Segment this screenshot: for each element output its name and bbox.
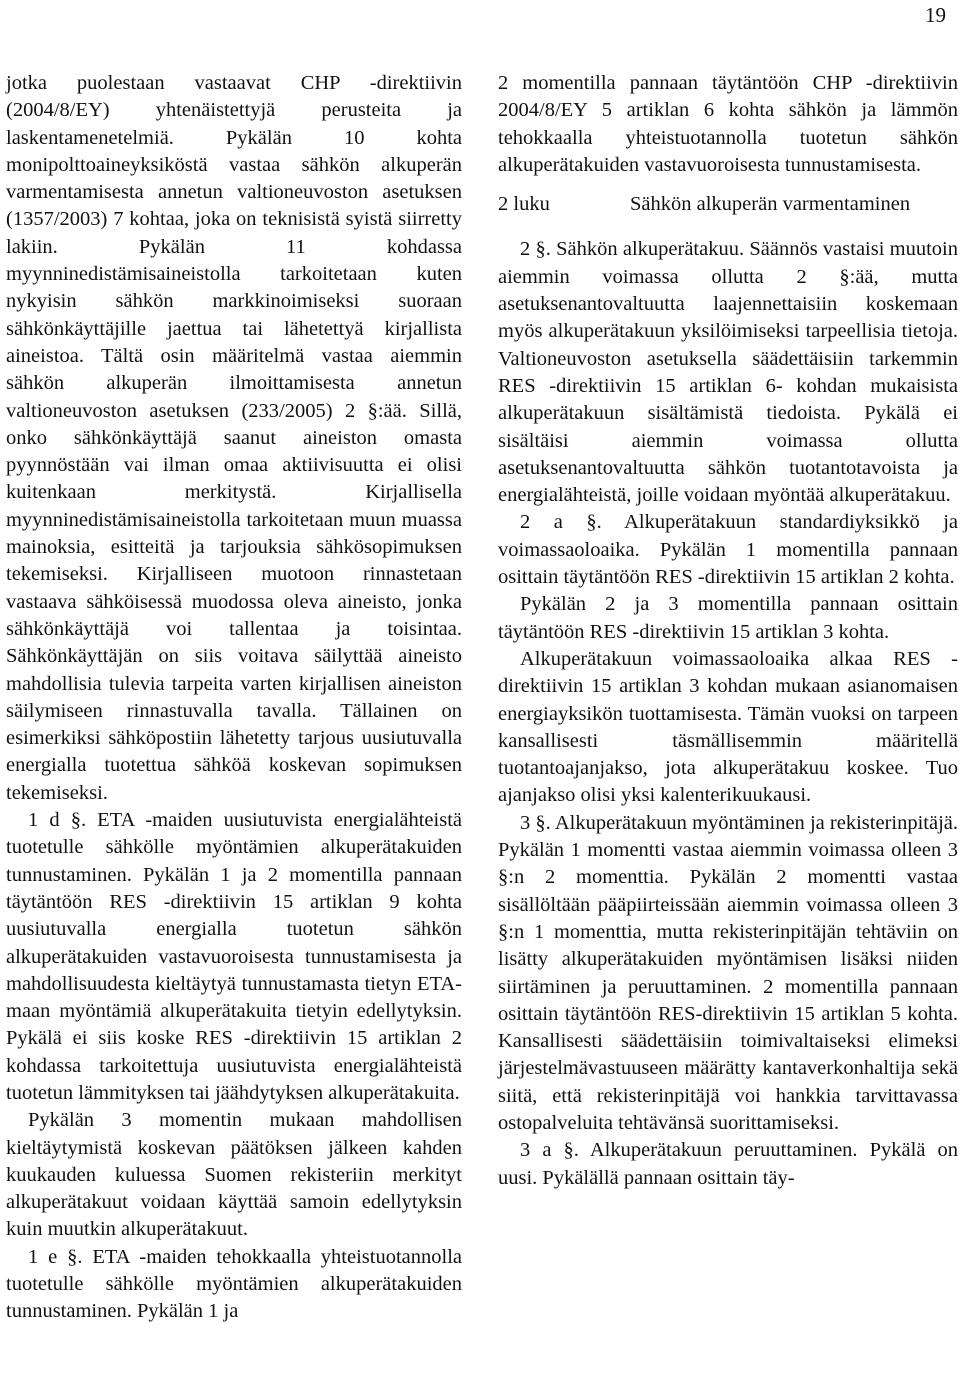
paragraph: Alkuperätakuun voimassaoloaika alkaa RES -direktiivin 15 artiklan 3 kohdan mukaan asianomaisen energiayksikön tuottamisesta. Tämän vuoksi on tarpeen kansallisesti täsmällisemmin määritellä tuotantoajanjakso, jota alkuperätakuu koskee. Tuo ajanjakso olisi yksi kalenterikuukausi. <box>498 647 958 807</box>
chapter-heading <box>498 191 958 218</box>
section-number: 3 <box>520 811 531 834</box>
section-2 <box>498 236 958 509</box>
section-sign: §. <box>67 1245 83 1268</box>
section-sign: §. <box>535 238 551 261</box>
paragraph: 2 momentilla pannaan täytäntöön CHP -direktiivin 2004/8/EY 5 artiklan 6 kohta sähkön ja lämmön tehokkaalla yhteistuotannolla tuotetun sähkön alkuperätakuiden vastavuoroisesta tunnustamisesta. <box>498 72 958 176</box>
section-text: ETA -maiden uusiutuvista energialähteistä tuotetulle sähkölle myöntämien alkuperätakuiden tunnustaminen. Pykälän 1 ja 2 momentilla pannaan täytäntöön RES -direktiivin 15 artiklan 9 kohta uusiutuvalla energialla tuotetun sähkön alkuperätakuiden vastavuoroisesta tunnustamisesta ja mahdollisuudesta kieltäytyä tunnustamasta tietyn ETA- maan myöntämiä alkuperätakuita tietyin edellytyksin. Pykälä ei siis koske RES -direktiivin 15 artiklan 2 kohdassa tarkoitettuja uusiutuvista energialähteistä tuotetun lämmityksen tai jäähdytyksen alkuperätakuita. <box>6 809 463 1104</box>
section-text: Alkuperätakuun myöntäminen ja rekisterinpitäjä. Pykälän 1 momentti vastaa aiemmin voimassa olleen 3 §:n 2 momenttia. Pykälän 2 momentti vastaa sisällöltään pääpiirteissään aiemmin voimassa olleen 3 §:n 1 momenttia, mutta rekisterinpitäjän tehtäviin on lisätty alkuperätakuiden myöntämisen lisäksi niiden siirtäminen ja peruuttaminen. 2 momentilla pannaan osittain täytäntöön RES-direktiivin 15 artiklan 5 kohta. Kansallisesti säädettäisiin toimivaltaiseksi elimeksi järjestelmävastuuseen määrätty kantaverkonhaltija sekä siitä, että rekisterinpitäjä voi hankkia tarvittavassa ostopalveluita tehtävänsä suorittamiseksi. <box>498 811 958 1134</box>
paragraph: jotka puolestaan vastaavat CHP -direktiivin (2004/8/EY) yhtenäistettyjä perusteita ja laskentamenetelmiä. Pykälän 10 kohta monipolttoaineyksiköstä vastaa sähkön alkuperän varmentamisesta annetun valtioneuvoston asetuksen (1357/2003) 7 kohtaa, joka on teknisistä syistä siirretty lakiin. Pykälän 11 kohdassa myynninedistämisaineistolla tarkoitetaan kuten nykyisin sähkön markkinoimiseksi suoraan sähkönkäyttäjille jaettua tai lähetettyä kirjallista aineistoa. Tältä osin määritelmä vastaa aiemmin sähkön alkuperän ilmoittamisesta annetun valtioneuvoston asetuksen (233/2005) 2 §:ää. Sillä, onko sähkönkäyttäjä saanut aineiston omasta pyynnöstään vai ilman omaa aktiivisuutta ei olisi kuitenkaan merkitystä. Kirjallisella myynninedistämisaineistolla tarkoitetaan muun muassa mainoksia, esitteitä ja tarjouksia sähkösopimuksen tekemiseksi. Kirjalliseen muotoon rinnastetaan vastaava sähköisessä muodossa oleva aineisto, jonka sähkönkäyttäjä voi tallentaa ja toisintaa. Sähkönkäyttäjän on siis voitava säilyttää aineisto mahdollisia tulevia tarpeita varten kirjallisen aineiston säilymiseen rinnastuvalla tavalla. Tällainen on esimerkiksi sähköpostiin lähetetty tarjous uusiutuvalla energialla tuotettua sähköä koskevan sopimuksen tekemiseksi. <box>6 72 462 804</box>
paragraph: Pykälän 3 momentin mukaan mahdollisen kieltäytymistä koskevan päätöksen jälkeen kahden kuukauden kuluessa Suomen rekisteriin merkityt alkuperätakuut voidaan käyttää samoin edellytyksin kuin muutkin alkuperätakuut. <box>6 1109 462 1241</box>
section-text: Alkuperätakuun standardiyksikkö ja voimassaoloaika. Pykälän 1 momentilla pannaan osittain täytäntöön RES -direktiivin 15 artiklan 2 kohta. <box>498 511 958 589</box>
section-1d <box>6 807 462 1107</box>
section-sign: §. <box>70 809 87 832</box>
left-column <box>6 70 462 1326</box>
section-2a <box>498 509 958 591</box>
section-number: 1 e <box>28 1245 58 1268</box>
section-text: Sähkön alkuperätakuu. Säännös vastaisi muutoin aiemmin voimassa ollutta 2 §:ää, mutta asetuksenantovaltuutta laajennettaisiin koskemaan myös alkuperätakuun yksilöimiseksi tarpeellisia tietoja. Valtioneuvoston asetuksella säädettäisiin tarkemmin RES -direktiivin 15 artiklan 6- kohdan mukaisista alkuperätakuun sisältämistä tiedoista. Pykälä ei sisältäisi aiemmin voimassa ollutta asetuksenantovaltuutta sähkön tuotantotavoista ja energialähteistä, joille voidaan myöntää alkuperätakuu. <box>498 238 958 507</box>
chapter-title: Sähkön alkuperän varmentaminen <box>630 193 911 216</box>
section-text: Alkuperätakuun peruuttaminen. Pykälä on uusi. Pykälällä pannaan osittain täy- <box>498 1139 959 1189</box>
section-number: 1 d <box>28 809 60 832</box>
paragraph: Pykälän 2 ja 3 momentilla pannaan osittain täytäntöön RES -direktiivin 15 artiklan 3 kohta. <box>498 593 958 643</box>
page-number: 19 <box>925 3 946 27</box>
section-text: ETA -maiden tehokkaalla yhteistuotannolla tuotetulle sähkölle myöntämien alkuperätakuiden tunnustaminen. Pykälän 1 ja <box>6 1245 462 1323</box>
right-column <box>498 70 958 1192</box>
section-3a <box>498 1137 958 1192</box>
section-sign: §. <box>535 811 551 834</box>
section-number: 2 <box>520 238 531 261</box>
chapter-number: 2 luku <box>498 193 550 216</box>
section-number: 2 a <box>520 511 563 534</box>
section-sign: §. <box>586 511 602 534</box>
section-sign: §. <box>563 1139 579 1162</box>
section-1e <box>6 1244 462 1326</box>
section-3 <box>498 810 958 1138</box>
section-number: 3 a <box>520 1139 552 1162</box>
